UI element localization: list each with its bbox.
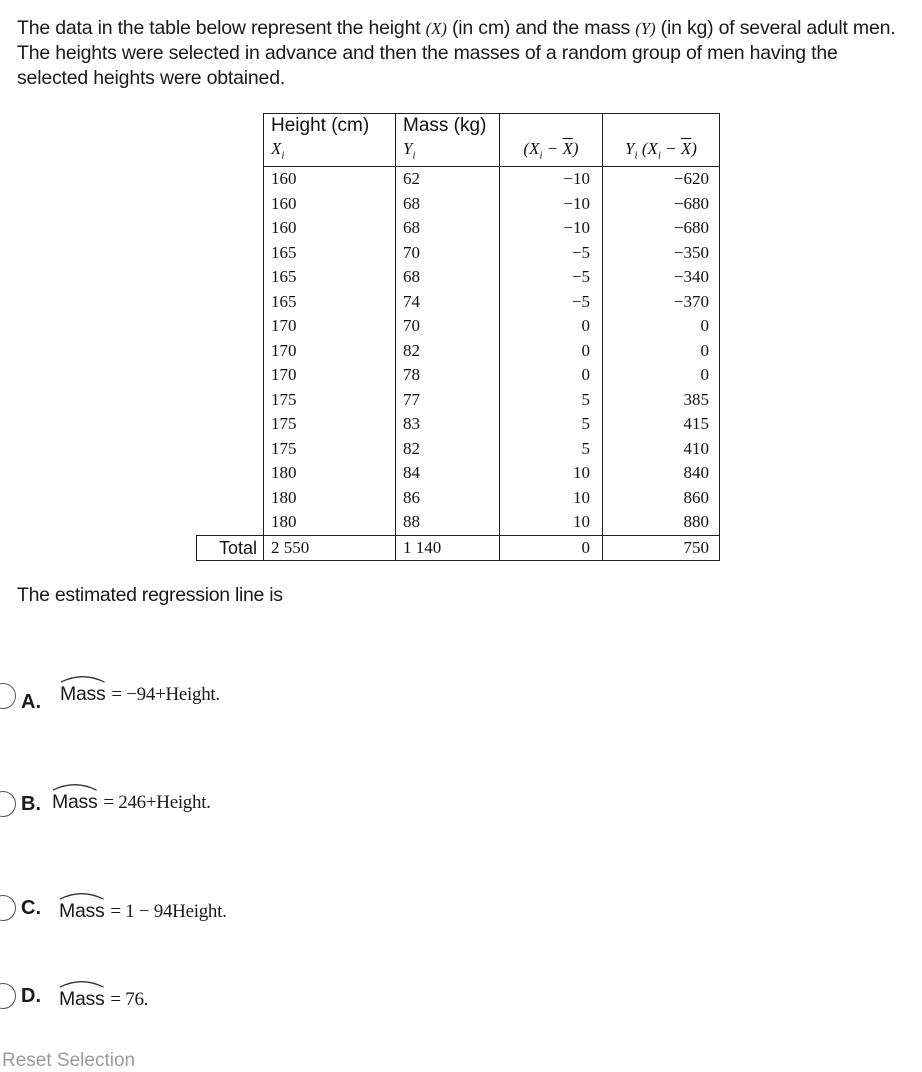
mass-hat-word: Mass — [60, 683, 105, 706]
table-row — [197, 461, 720, 486]
total-deviation: 0 — [500, 535, 603, 561]
total-product: 750 — [603, 535, 720, 561]
row-height: 180 — [264, 510, 396, 535]
total-height: 2 550 — [264, 535, 396, 561]
row-mass: 82 — [396, 437, 500, 462]
row-height: 180 — [264, 486, 396, 511]
mass-hat-word: Mass — [52, 791, 97, 814]
row-deviation: 0 — [500, 363, 603, 388]
option-b[interactable] — [0, 788, 211, 820]
table-row — [197, 510, 720, 535]
deviation-header: $(X_i - \overline{X})$ — [500, 138, 603, 167]
option-d-letter: D. — [21, 984, 41, 1007]
row-product: 840 — [603, 461, 720, 486]
table-symbol-row — [197, 138, 720, 167]
row-product: 880 — [603, 510, 720, 535]
table-row — [197, 412, 720, 437]
row-deviation: 10 — [500, 461, 603, 486]
intro-text-2: (in cm) and the mass — [446, 17, 636, 39]
row-product: 385 — [603, 388, 720, 413]
row-deviation: 10 — [500, 486, 603, 511]
intro-text-3: (in kg) of several adult men. The heights were selected in advance and then the masses of a random group of men having the selected heights were obtained. — [17, 17, 896, 89]
row-height: 170 — [264, 363, 396, 388]
row-deviation: −10 — [500, 216, 603, 241]
option-c-text — [59, 900, 227, 923]
row-mass: 62 — [396, 167, 500, 192]
option-b-text — [52, 791, 211, 814]
row-mass: 78 — [396, 363, 500, 388]
row-mass: 84 — [396, 461, 500, 486]
option-c[interactable] — [0, 892, 227, 924]
table-row — [197, 363, 720, 388]
table-row — [197, 437, 720, 462]
row-deviation: 5 — [500, 388, 603, 413]
hat-accent-icon — [60, 674, 105, 683]
row-mass: 77 — [396, 388, 500, 413]
row-product: 415 — [603, 412, 720, 437]
row-product: −340 — [603, 265, 720, 290]
row-product: −620 — [603, 167, 720, 192]
hat-accent-icon — [59, 891, 104, 900]
row-mass: 70 — [396, 314, 500, 339]
row-deviation: 0 — [500, 314, 603, 339]
row-product: 0 — [603, 314, 720, 339]
option-a-letter: A. — [21, 690, 41, 713]
option-c-radio[interactable] — [0, 895, 16, 921]
row-mass: 70 — [396, 241, 500, 266]
row-height: 170 — [264, 339, 396, 364]
row-mass: 83 — [396, 412, 500, 437]
row-product: 0 — [603, 339, 720, 364]
reset-selection-link[interactable]: Reset Selection — [2, 1050, 136, 1071]
x-symbol: (X) — [425, 19, 447, 38]
intro-text-1: The data in the table below represent the height — [17, 17, 426, 39]
option-a[interactable] — [0, 680, 220, 712]
problem-statement — [17, 16, 907, 91]
row-product: 410 — [603, 437, 720, 462]
option-c-letter: C. — [21, 896, 41, 919]
row-mass: 88 — [396, 510, 500, 535]
table-row — [197, 486, 720, 511]
row-height: 160 — [264, 192, 396, 217]
option-d[interactable] — [0, 980, 148, 1012]
hat-accent-icon — [52, 782, 97, 791]
table-row — [197, 339, 720, 364]
table-total-row — [197, 535, 720, 561]
option-a-radio[interactable] — [0, 683, 16, 709]
mass-hat-word: Mass — [59, 988, 104, 1011]
row-deviation: −5 — [500, 265, 603, 290]
row-height: 160 — [264, 167, 396, 192]
row-height: 165 — [264, 290, 396, 315]
row-deviation: 5 — [500, 412, 603, 437]
row-height: 175 — [264, 388, 396, 413]
option-d-radio[interactable] — [0, 983, 16, 1009]
height-header: Height (cm) — [264, 114, 396, 139]
table-row — [197, 265, 720, 290]
table-row — [197, 192, 720, 217]
row-deviation: −10 — [500, 167, 603, 192]
row-height: 160 — [264, 216, 396, 241]
option-a-expression: = −94+Height. — [111, 683, 220, 705]
row-product: −680 — [603, 192, 720, 217]
y-symbol: (Y) — [635, 19, 656, 38]
table-row — [197, 314, 720, 339]
option-b-radio[interactable] — [0, 791, 16, 817]
row-mass: 86 — [396, 486, 500, 511]
row-deviation: −10 — [500, 192, 603, 217]
yi-header: $Y_i$ — [396, 138, 500, 167]
mass-hat-word: Mass — [59, 900, 104, 923]
option-d-text — [59, 988, 148, 1011]
row-height: 180 — [264, 461, 396, 486]
row-deviation: 10 — [500, 510, 603, 535]
row-mass: 68 — [396, 192, 500, 217]
product-header: $Y_i$ $(X_i - \overline{X})$ — [603, 138, 720, 167]
table-row — [197, 290, 720, 315]
row-product: 0 — [603, 363, 720, 388]
table-row — [197, 241, 720, 266]
option-b-letter: B. — [21, 792, 41, 815]
row-deviation: −5 — [500, 290, 603, 315]
option-c-expression: = 1 − 94Height. — [110, 900, 227, 922]
option-a-text — [60, 683, 220, 706]
row-product: 860 — [603, 486, 720, 511]
question-text: The estimated regression line is — [17, 584, 283, 606]
row-product: −350 — [603, 241, 720, 266]
option-b-expression: = 246+Height. — [103, 791, 211, 813]
row-height: 175 — [264, 437, 396, 462]
row-deviation: 5 — [500, 437, 603, 462]
table-row — [197, 167, 720, 192]
data-table — [196, 113, 720, 561]
total-label: Total — [197, 535, 264, 561]
row-deviation: −5 — [500, 241, 603, 266]
row-product: −370 — [603, 290, 720, 315]
row-height: 165 — [264, 265, 396, 290]
row-mass: 74 — [396, 290, 500, 315]
row-mass: 68 — [396, 216, 500, 241]
table-row — [197, 388, 720, 413]
option-d-expression: = 76. — [110, 988, 149, 1010]
mass-header: Mass (kg) — [396, 114, 500, 139]
row-height: 165 — [264, 241, 396, 266]
row-deviation: 0 — [500, 339, 603, 364]
total-mass: 1 140 — [396, 535, 500, 561]
row-mass: 68 — [396, 265, 500, 290]
row-product: −680 — [603, 216, 720, 241]
table-header-row — [197, 114, 720, 139]
table-row — [197, 216, 720, 241]
hat-accent-icon — [59, 979, 104, 988]
row-height: 175 — [264, 412, 396, 437]
xi-header: $X_i$ — [264, 138, 396, 167]
row-mass: 82 — [396, 339, 500, 364]
row-height: 170 — [264, 314, 396, 339]
